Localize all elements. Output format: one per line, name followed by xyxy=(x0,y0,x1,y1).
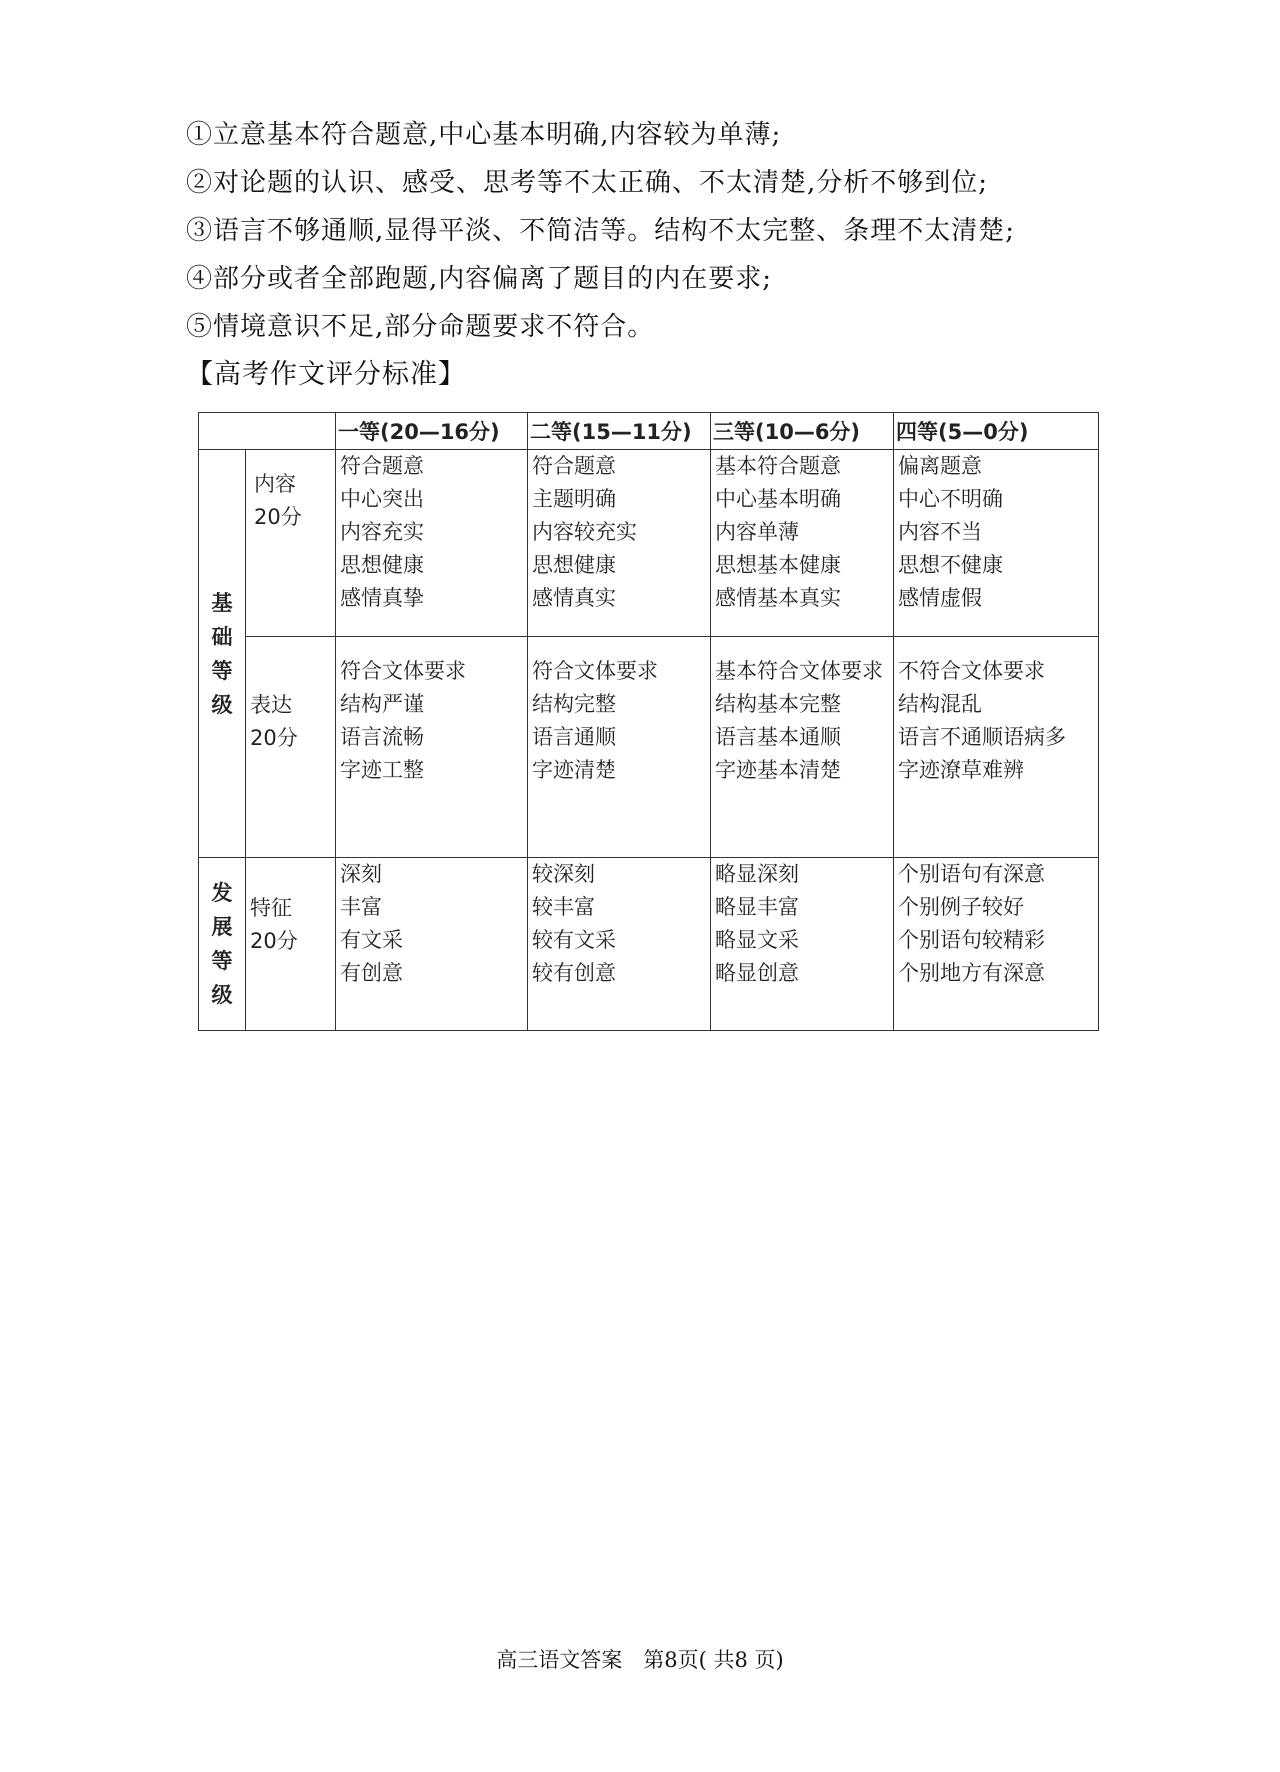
section-title: 【高考作文评分标准】 xyxy=(186,359,466,390)
table-row-content xyxy=(199,450,1099,637)
row-label-feature: 特征 20分 xyxy=(246,858,336,1031)
scoring-rubric-table xyxy=(198,412,1099,1031)
cell-content-grade-4: 偏离题意 中心不明确 内容不当 思想不健康 感情虚假 xyxy=(894,450,1099,637)
criteria-item: ②对论题的认识、感受、思考等不太正确、不太清楚,分析不够到位; xyxy=(186,168,989,198)
header-blank xyxy=(199,413,336,450)
cell-feature-grade-1: 深刻 丰富 有文采 有创意 xyxy=(336,858,528,1031)
cell-expression-grade-1: 符合文体要求 结构严谨 语言流畅 字迹工整 xyxy=(336,637,528,858)
header-grade-4: 四等(5—0分) xyxy=(894,413,1099,450)
cell-expression-grade-3: 基本符合文体要求 结构基本完整 语言基本通顺 字迹基本清楚 xyxy=(711,637,894,858)
cell-feature-grade-2: 较深刻 较丰富 较有文采 较有创意 xyxy=(528,858,711,1031)
cell-feature-grade-3: 略显深刻 略显丰富 略显文采 略显创意 xyxy=(711,858,894,1031)
header-grade-3: 三等(10—6分) xyxy=(711,413,894,450)
header-grade-2: 二等(15—11分) xyxy=(528,413,711,450)
cell-expression-grade-2: 符合文体要求 结构完整 语言通顺 字迹清楚 xyxy=(528,637,711,858)
header-grade-1: 一等(20—16分) xyxy=(336,413,528,450)
criteria-item: ①立意基本符合题意,中心基本明确,内容较为单薄; xyxy=(186,120,782,150)
development-level-label: 发 展 等 级 xyxy=(199,858,246,1031)
page-footer: 高三语文答案 第8页( 共8 页) xyxy=(496,1648,784,1672)
basic-level-label: 基 础 等 级 xyxy=(199,450,246,858)
table-row-expression xyxy=(199,637,1099,858)
criteria-list xyxy=(186,111,1106,351)
table-header-row xyxy=(199,413,1099,450)
cell-content-grade-2: 符合题意 主题明确 内容较充实 思想健康 感情真实 xyxy=(528,450,711,637)
cell-feature-grade-4: 个别语句有深意 个别例子较好 个别语句较精彩 个别地方有深意 xyxy=(894,858,1099,1031)
row-label-expression: 表达 20分 xyxy=(246,637,336,858)
criteria-item: ④部分或者全部跑题,内容偏离了题目的内在要求; xyxy=(186,264,773,294)
cell-content-grade-3: 基本符合题意 中心基本明确 内容单薄 思想基本健康 感情基本真实 xyxy=(711,450,894,637)
table-row-feature xyxy=(199,858,1099,1031)
row-label-content: 内容 20分 xyxy=(246,450,336,637)
criteria-item: ⑤情境意识不足,部分命题要求不符合。 xyxy=(186,312,655,342)
cell-content-grade-1: 符合题意 中心突出 内容充实 思想健康 感情真挚 xyxy=(336,450,528,637)
cell-expression-grade-4: 不符合文体要求 结构混乱 语言不通顺语病多 字迹潦草难辨 xyxy=(894,637,1099,858)
criteria-item: ③语言不够通顺,显得平淡、不简洁等。结构不太完整、条理不太清楚; xyxy=(186,216,1016,246)
